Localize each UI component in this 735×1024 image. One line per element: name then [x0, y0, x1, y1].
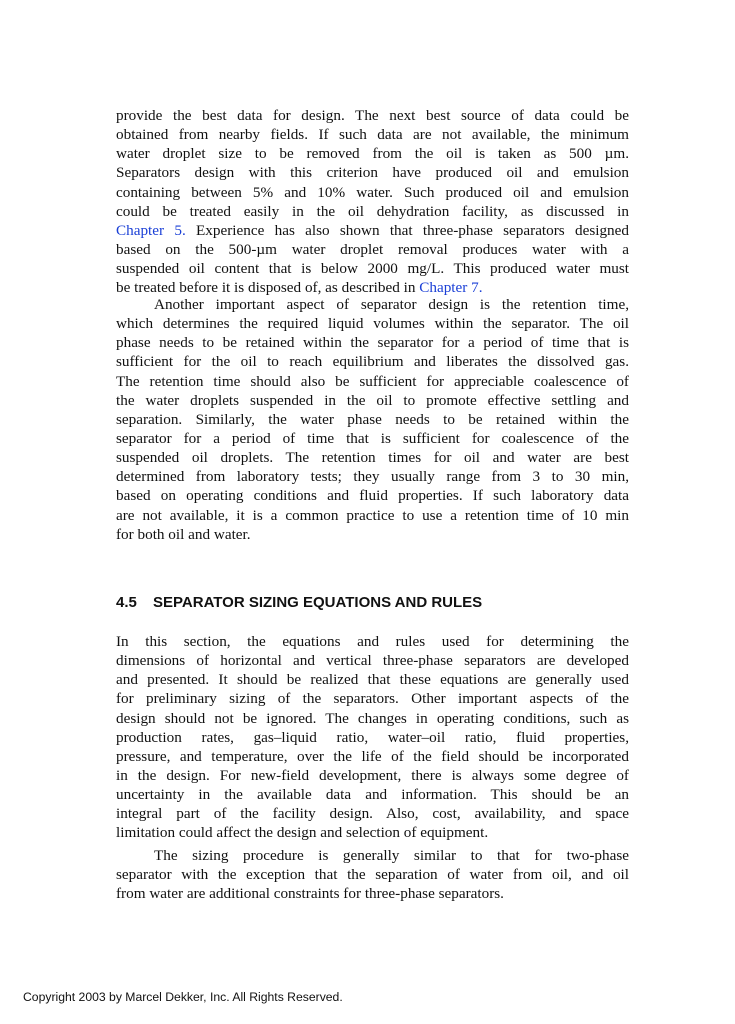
paragraph-4 [116, 846, 629, 903]
text-line: water droplet size to be removed from the oil is taken as 500 µm. [116, 145, 629, 163]
text-line: separator with the exception that the separation of water from oil, and oil [116, 866, 629, 884]
text-line: and presented. It should be realized that these equations are generally used [116, 671, 629, 689]
text-line: integral part of the facility design. Also, cost, availability, and space [116, 805, 629, 823]
text-line: The retention time should also be sufficient for appreciable coalescence of [116, 372, 629, 390]
text-line: uncertainty in the available data and information. This should be an [116, 786, 629, 804]
text-line: pressure, and temperature, over the life of the field should be incorporated [116, 747, 629, 765]
chapter-7-link[interactable]: Chapter 7. [419, 279, 483, 297]
text-line: for preliminary sizing of the separators. Other important aspects of the [116, 690, 629, 708]
text-line [116, 221, 629, 240]
text-line: provide the best data for design. The next best source of data could be [116, 107, 629, 124]
section-title: SEPARATOR SIZING EQUATIONS AND RULES [153, 594, 483, 611]
text-line: containing between 5% and 10% water. Such produced oil and emulsion [116, 183, 629, 201]
paragraph-1 [116, 106, 629, 297]
text-line: separation. Similarly, the water phase needs to be retained within the [116, 410, 629, 428]
paragraph-3 [116, 632, 629, 843]
text-segment: be treated before it is disposed of, as described in [116, 279, 420, 297]
text-line: design should not be ignored. The changes in operating conditions, such as [116, 709, 629, 727]
text-line: obtained from nearby fields. If such data are not available, the minimum [116, 126, 629, 144]
text-line: are not available, it is a common practice to use a retention time of 10 min [116, 506, 629, 524]
text-line: in the design. For new-field development, there is always some degree of [116, 766, 629, 784]
text-line: separator for a period of time that is sufficient for coalescence of the [116, 429, 629, 447]
text-line: based on the 500-µm water droplet removal produces water with a [116, 240, 629, 258]
text-line: phase needs to be retained within the separator for a period of time that is [116, 334, 629, 352]
text-line: Separators design with this criterion have produced oil and emulsion [116, 164, 629, 182]
text-line: dimensions of horizontal and vertical three-phase separators are developed [116, 652, 629, 670]
paragraph-2 [116, 295, 629, 544]
text-line: suspended oil content that is below 2000 mg/L. This produced water must [116, 260, 629, 278]
text-line: which determines the required liquid volumes within the separator. The oil [116, 315, 629, 333]
text-line: In this section, the equations and rules used for determining the [116, 633, 629, 650]
text-line: suspended oil droplets. The retention times for oil and water are best [116, 449, 629, 467]
text-line: production rates, gas–liquid ratio, water–oil ratio, fluid properties, [116, 728, 629, 746]
section-number: 4.5 [116, 594, 137, 611]
text-segment: Experience has also shown that three-phase separators designed [185, 221, 629, 239]
text-line: for both oil and water. [116, 525, 251, 543]
text-line: from water are additional constraints for three-phase separators. [116, 885, 504, 903]
text-line: based on operating conditions and fluid properties. If such laboratory data [116, 487, 629, 505]
text-line: sufficient for the oil to reach equilibrium and liberates the dissolved gas. [116, 353, 629, 371]
text-line: limitation could affect the design and selection of equipment. [116, 824, 489, 842]
text-line: determined from laboratory tests; they usually range from 3 to 30 min, [116, 468, 629, 486]
text-line: the water droplets suspended in the oil to promote effective settling and [116, 391, 629, 409]
text-line: The sizing procedure is generally similar to that for two-phase [154, 847, 629, 864]
text-line: Another important aspect of separator design is the retention time, [154, 296, 629, 313]
section-heading [116, 594, 482, 611]
chapter-5-link[interactable]: Chapter 5. [116, 221, 186, 239]
copyright-notice: Copyright 2003 by Marcel Dekker, Inc. All Rights Reserved. [23, 990, 343, 1004]
text-line: could be treated easily in the oil dehydration facility, as discussed in [116, 202, 629, 220]
